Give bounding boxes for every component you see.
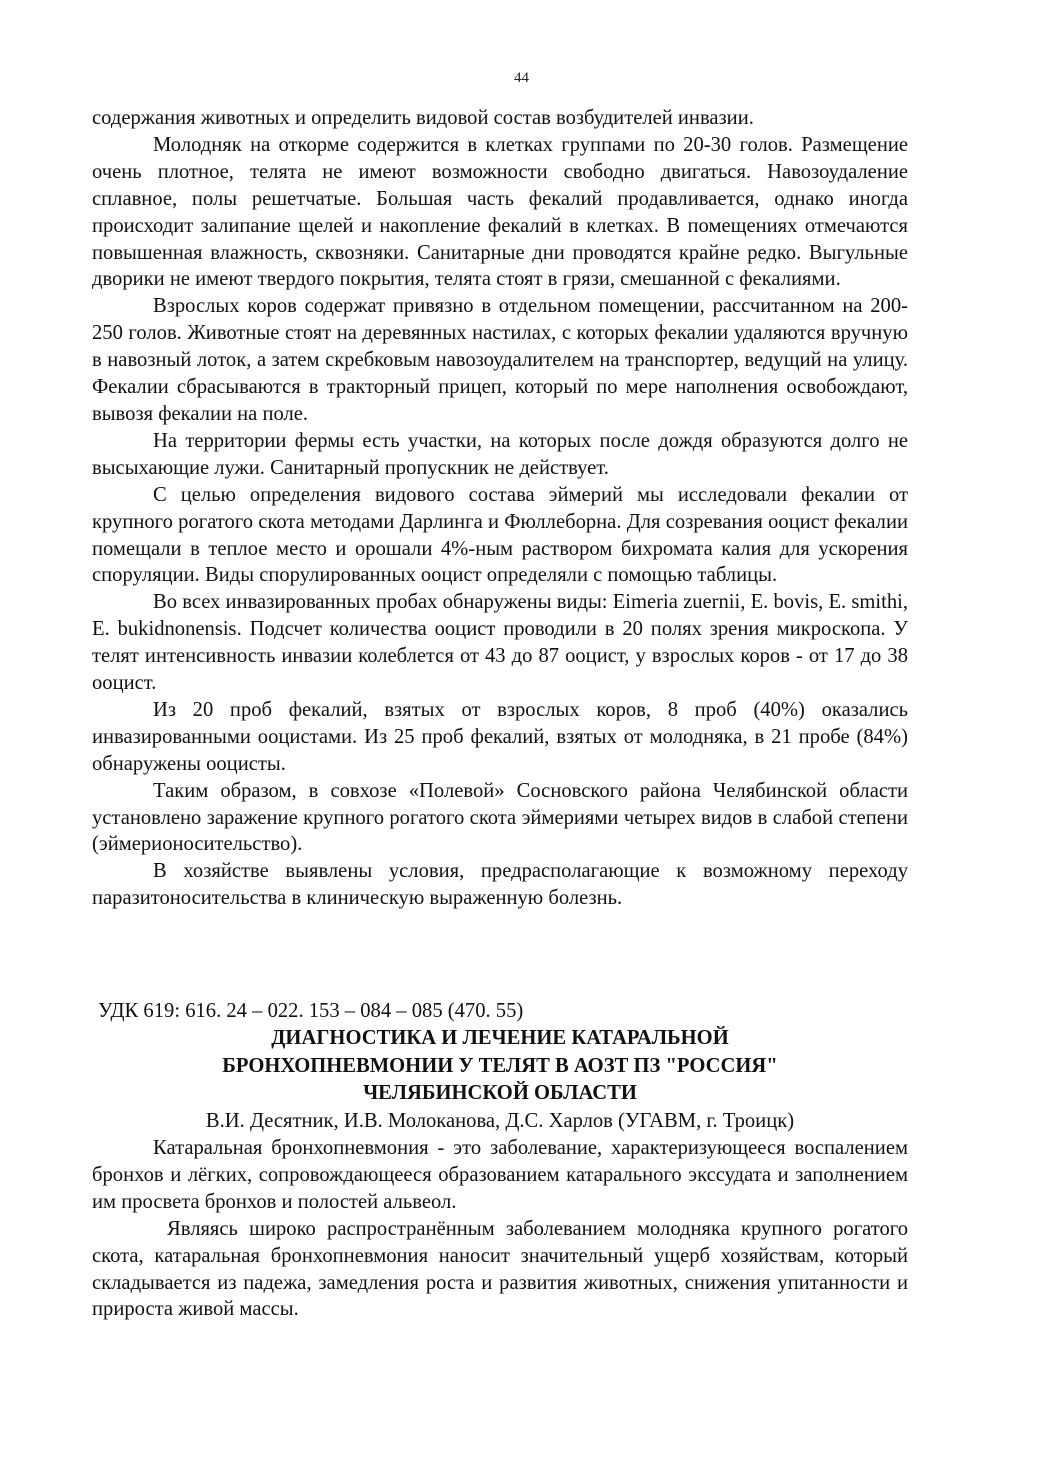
article-title-line: БРОНХОПНЕВМОНИИ У ТЕЛЯТ В АОЗТ ПЗ "РОССИЯ" (222, 1054, 778, 1077)
paragraph: Таким образом, в совхозе «Полевой» Сосновского района Челябинской области установлено заражение крупного рогатого скота эймериями четырех видов в слабой степени (эймерионосительство). (92, 779, 908, 856)
paragraph: Катаральная бронхопневмония - это заболевание, характеризующееся воспалением бронхов и лёгких, сопровождающееся образованием катарального экссудата и заполнением им просвета бронхов и полостей альвеол. (92, 1137, 908, 1213)
article-title-line: ДИАГНОСТИКА И ЛЕЧЕНИЕ КАТАРАЛЬНОЙ (271, 1027, 729, 1049)
new-article (92, 997, 908, 1323)
udc-code: УДК 619: 616. 24 – 022. 153 – 084 – 085 (470. 55) (98, 1000, 524, 1022)
paragraph: На территории фермы есть участки, на которых после дождя образуются долго не высыхающие лужи. Санитарный пропускник не действует. (92, 429, 908, 479)
article-title-line: ЧЕЛЯБИНСКОЙ ОБЛАСТИ (363, 1082, 637, 1104)
paragraph: Во всех инвазированных пробах обнаружены виды: Eimeria zuernii, E. bovis, E. smithi, E. bukidnonensis. Подсчет количества ооцист проводили в 20 полях зрения микроскопа. У телят интенсивность инвазии колеблется от 43 до 87 ооцист, у взрослых коров - от 17 до 38 ооцист. (92, 591, 908, 695)
page-number: 44 (514, 70, 529, 86)
article-continuation (92, 105, 908, 912)
paragraph: В хозяйстве выявлены условия, предрасполагающие к возможному переходу паразитоносительства в клиническую выраженную болезнь. (92, 860, 908, 910)
paragraph: Молодняк на откорме содержится в клетках группами по 20-30 голов. Размещение очень плотное, телята не имеют возможности свободно двигаться. Навозоудаление сплавное, полы решетчатые. Большая часть фекалий продавливается, однако иногда происходит залипание щелей и накопление фекалий в клетках. В помещениях отмечаются повышенная влажность, сквозняки. Санитарные дни проводятся крайне редко. Выгульные дворики не имеют твердого покрытия, телята стоят в грязи, смешанной с фекалиями. (92, 133, 908, 291)
paragraph: Из 20 проб фекалий, взятых от взрослых коров, 8 проб (40%) оказались инвазированными ооцистами. Из 25 проб фекалий, взятых от молодняка, в 21 пробе (84%) обнаружены ооцисты. (92, 698, 908, 775)
paragraph: содержания животных и определить видовой состав возбудителей инвазии. (92, 107, 754, 129)
authors-line: В.И. Десятник, И.В. Молоканова, Д.С. Харлов (УГАВМ, г. Троицк) (205, 1109, 795, 1132)
paragraph: С целью определения видового состава эймерий мы исследовали фекалии от крупного рогатого скота методами Дарлинга и Фюллеборна. Для созревания ооцист фекалии помещали в теплое место и орошали 4%-ным раствором бихромата калия для ускорения споруляции. Виды спорулированных ооцист определяли с помощью таблицы. (92, 483, 908, 587)
paragraph: Взрослых коров содержат привязно в отдельном помещении, рассчитанном на 200-250 голов. Животные стоят на деревянных настилах, с которых фекалии удаляются вручную в навозный лоток, а затем скребковым навозоудалителем на транспортер, ведущий на улицу. Фекалии сбрасываются в тракторный прицеп, который по мере наполнения освобождают, вывозя фекалии на поле. (92, 295, 908, 425)
paragraph: Являясь широко распространённым заболеванием молодняка крупного рогатого скота, катаральная бронхопневмония наносит значительный ущерб хозяйствам, который складывается из падежа, замедления роста и развития животных, снижения упитанности и прироста живой массы. (92, 1217, 908, 1321)
